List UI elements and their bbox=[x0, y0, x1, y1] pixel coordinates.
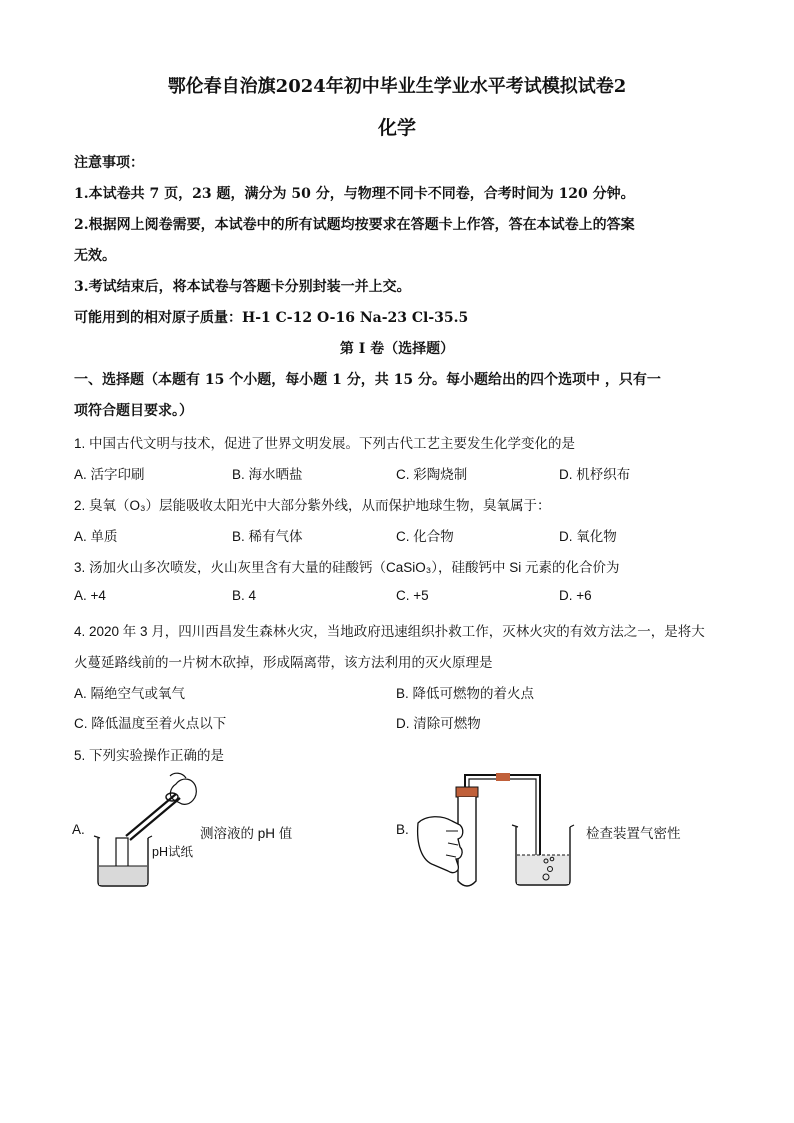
question-2-option-d: D. 氧化物 bbox=[559, 529, 617, 544]
tweezers-arm-2 bbox=[130, 798, 180, 840]
notice-item-1: 1.本试卷共 7 页，23 题，满分为 50 分，与物理不同卡不同卷，合考时间为 120 分钟。 bbox=[74, 186, 635, 202]
question-3-option-b: B. 4 bbox=[232, 588, 257, 603]
section-instruction-1: 一、选择题（本题有 15 个小题，每小题 1 分，共 15 分。每小题给出的四个选项中 ，只有一 bbox=[74, 372, 661, 388]
question-4-option-c: C. 降低温度至着火点以下 bbox=[74, 716, 227, 731]
question-4-option-d: D. 清除可燃物 bbox=[396, 716, 481, 731]
question-1-option-c: C. 彩陶烧制 bbox=[396, 467, 468, 482]
figure-b-caption: 检查装置气密性 bbox=[586, 826, 681, 841]
atomic-mass: 可能用到的相对原子质量：H-1 C-12 O-16 Na-23 Cl-35.5 bbox=[74, 310, 469, 326]
test-tube bbox=[458, 797, 476, 886]
question-1-option-d: D. 机杼织布 bbox=[559, 467, 631, 482]
question-5-stem: 5. 下列实验操作正确的是 bbox=[74, 748, 225, 763]
water-fill bbox=[517, 855, 569, 884]
question-4-option-b: B. 降低可燃物的着火点 bbox=[396, 686, 535, 701]
solution-fill bbox=[99, 866, 147, 885]
rubber-connector bbox=[496, 773, 510, 781]
question-1-stem: 1. 中国古代文明与技术，促进了世界文明发展。下列古代工艺主要发生化学变化的是 bbox=[74, 436, 576, 451]
question-2-stem: 2. 臭氧（O₃）层能吸收太阳光中大部分紫外线，从而保护地球生物，臭氧属于： bbox=[74, 498, 551, 513]
section-title: 第 I 卷（选择题） bbox=[339, 341, 455, 357]
question-4-stem: 4. 2020 年 3 月，四川西昌发生森林火灾，当地政府迅速组织扑救工作，灭林火灾的有效方法之一，是将大 bbox=[74, 624, 705, 639]
notice-heading: 注意事项： bbox=[74, 155, 144, 171]
question-1-option-b: B. 海水晒盐 bbox=[232, 467, 303, 482]
question-1-option-a: A. 活字印刷 bbox=[74, 467, 145, 482]
ph-paper-label: pH试纸 bbox=[152, 845, 193, 859]
beaker-lip-b bbox=[512, 825, 574, 827]
rubber-stopper bbox=[456, 787, 478, 797]
exam-title: 鄂伦春自治旗2024年初中毕业生学业水平考试模拟试卷2 bbox=[167, 76, 627, 97]
ph-test-illustration bbox=[90, 770, 205, 890]
question-4-option-a: A. 隔绝空气或氧气 bbox=[74, 686, 186, 701]
notice-item-3: 3.考试结束后，将本试卷与答题卡分别封装一并上交。 bbox=[74, 279, 411, 295]
finger-line bbox=[170, 773, 186, 778]
question-2-option-c: C. 化合物 bbox=[396, 529, 454, 544]
question-2-option-a: A. 单质 bbox=[74, 529, 118, 544]
subject-title: 化学 bbox=[377, 117, 416, 139]
section-instruction-2: 项符合题目要求。） bbox=[74, 403, 193, 419]
question-3-option-d: D. +6 bbox=[559, 588, 592, 603]
figure-a-letter: A. bbox=[72, 822, 85, 837]
ph-paper-strip bbox=[116, 838, 128, 868]
figure-b-letter: B. bbox=[396, 822, 409, 837]
question-3-option-a: A. +4 bbox=[74, 588, 106, 603]
question-3-option-c: C. +5 bbox=[396, 588, 429, 603]
question-3-stem: 3. 汤加火山多次喷发，火山灰里含有大量的硅酸钙（CaSiO₃），硅酸钙中 Si 元素的化合价为 bbox=[74, 560, 620, 575]
question-2-option-b: B. 稀有气体 bbox=[232, 529, 303, 544]
notice-item-2: 2.根据网上阅卷需要，本试卷中的所有试题均按要求在答题卡上作答，答在本试卷上的答案 bbox=[74, 217, 635, 233]
notice-item-2-cont: 无效。 bbox=[74, 248, 116, 264]
question-4-stem-cont: 火蔓延路线前的一片树木砍掉，形成隔离带，该方法利用的灭火原理是 bbox=[74, 655, 493, 670]
airtightness-test-illustration bbox=[412, 765, 592, 895]
figure-a-caption: 测溶液的 pH 值 bbox=[200, 826, 293, 841]
